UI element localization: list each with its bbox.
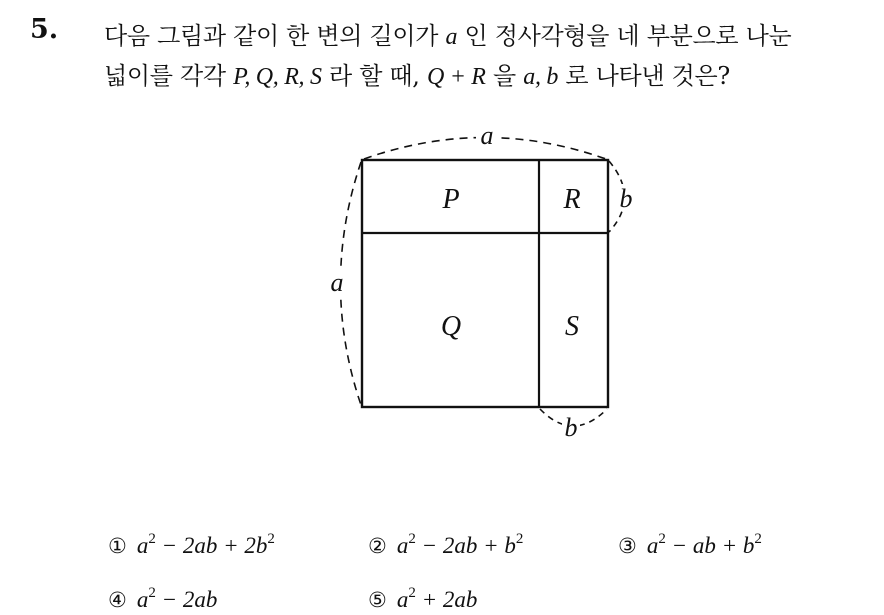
choice-rest: − 2ab: [155, 587, 218, 612]
choice-number: ②: [368, 534, 387, 558]
choice-3[interactable]: [618, 533, 762, 559]
variable-a: a: [445, 24, 458, 50]
choice-number: ⑤: [368, 588, 387, 612]
choice-exponent: 2: [658, 531, 666, 547]
region-S-label: S: [565, 311, 579, 342]
choice-4[interactable]: [108, 587, 217, 613]
left-dimension-label: a: [330, 268, 344, 297]
right-dimension-label: b: [619, 184, 633, 213]
choice-base: a: [136, 533, 149, 558]
question-number: 5.: [30, 14, 59, 45]
choice-number: ①: [108, 534, 127, 558]
choice-exponent: 2: [408, 531, 416, 547]
question-line-1: [104, 16, 791, 51]
choice-rest: − 2ab + 2b: [155, 533, 268, 558]
target-expression: Q + R: [426, 64, 486, 90]
choice-1[interactable]: [108, 533, 275, 559]
choice-exponent: 2: [267, 531, 275, 547]
region-R-label: R: [563, 184, 581, 215]
choice-number: ④: [108, 588, 127, 612]
region-Q-label: Q: [440, 311, 462, 342]
choice-exponent: 2: [148, 585, 156, 601]
square-diagram: [300, 118, 660, 448]
given-variables: a, b: [523, 64, 559, 90]
choice-5[interactable]: [368, 587, 477, 613]
question-text: 을: [493, 62, 516, 90]
choice-rest: − ab + b: [665, 533, 755, 558]
choice-base: a: [136, 587, 149, 612]
choice-exponent: 2: [408, 585, 416, 601]
choice-number: ③: [618, 534, 637, 558]
choice-exponent: 2: [754, 531, 762, 547]
question-line-2: [104, 56, 730, 91]
choice-base: a: [396, 533, 409, 558]
choice-base: a: [396, 587, 409, 612]
region-P-label: P: [442, 184, 460, 215]
choice-exponent: 2: [148, 531, 156, 547]
question-text: 다음 그림과 같이 한 변의 길이가: [104, 22, 439, 50]
choice-rest: + 2ab: [415, 587, 478, 612]
question-text: 라 할 때,: [329, 62, 420, 90]
choice-exponent: 2: [515, 531, 524, 547]
choice-base: a: [646, 533, 659, 558]
question-text: 로 나타낸 것은?: [565, 62, 730, 90]
question-text: 인 정사각형을 네 부분으로 나눈: [464, 22, 792, 50]
choice-rest: − 2ab + b: [415, 533, 516, 558]
area-variables: P, Q, R, S: [233, 64, 322, 90]
question-text: 넓이를 각각: [104, 62, 226, 90]
choice-2[interactable]: [368, 533, 523, 559]
bottom-dimension-label: b: [564, 413, 578, 442]
top-dimension-label: a: [480, 121, 494, 150]
